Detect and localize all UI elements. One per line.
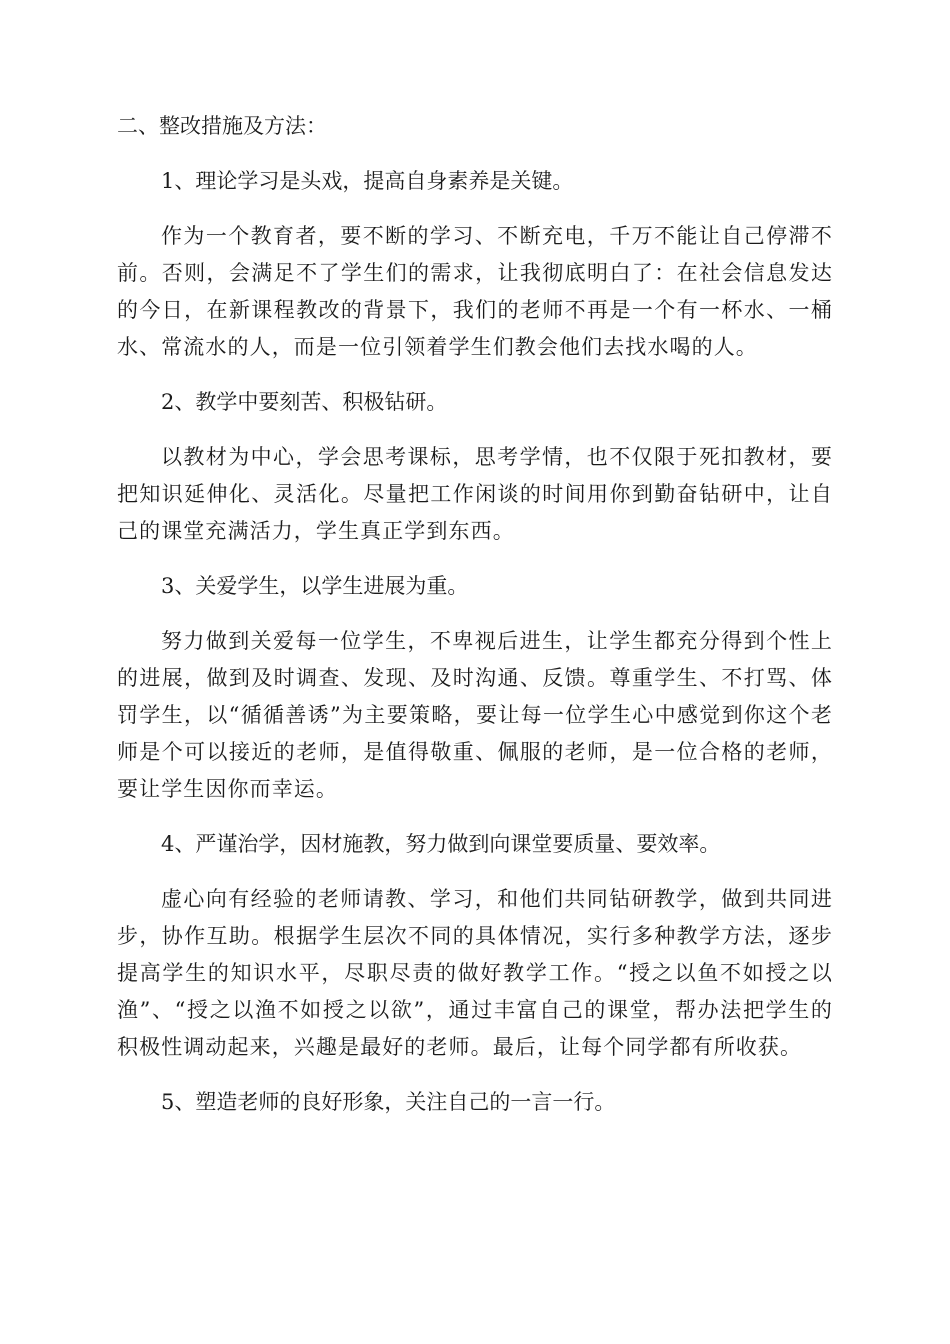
item-2-title: 2、教学中要刻苦、积极钻研。 bbox=[161, 390, 448, 414]
item-1-title: 1、理论学习是头戏，提高自身素养是关键。 bbox=[161, 169, 574, 193]
item-5-title: 5、塑造老师的良好形象，关注自己的一言一行。 bbox=[161, 1090, 616, 1114]
section-heading: 二、整改措施及方法： bbox=[117, 114, 327, 138]
item-1-paragraph: 作为一个教育者，要不断的学习、不断充电，千万不能让自己停滞不前。否则，会满足不了学生们的需求，让我彻底明白了：在社会信息发达的今日，在新课程教改的背景下，我们的老师不再是一个有一杯水、一桶水、常流水的人，而是一位引领着学生们教会他们去找水喝的人。 bbox=[117, 224, 833, 359]
item-3-paragraph: 努力做到关爱每一位学生，不卑视后进生，让学生都充分得到个性上的进展，做到及时调查、发现、及时沟通、反馈。尊重学生、不打骂、体罚学生，以“循循善诱”为主要策略，要让每一位学生心中感觉到你这个老师是个可以接近的老师，是值得敬重、佩服的老师，是一位合格的老师，要让学生因你而幸运。 bbox=[117, 629, 833, 801]
item-4-paragraph: 虚心向有经验的老师请教、学习，和他们共同钻研教学，做到共同进步，协作互助。根据学生层次不同的具体情况，实行多种教学方法，逐步提高学生的知识水平，尽职尽责的做好教学工作。“授之以鱼不如授之以渔”、“授之以渔不如授之以欲”，通过丰富自己的课堂，帮办法把学生的积极性调动起来，兴趣是最好的老师。最后，让每个同学都有所收获。 bbox=[117, 887, 833, 1059]
item-2-paragraph: 以教材为中心，学会思考课标，思考学情，也不仅限于死扣教材，要把知识延伸化、灵活化。尽量把工作闲谈的时间用你到勤奋钻研中，让自己的课堂充满活力，学生真正学到东西。 bbox=[117, 445, 833, 543]
document-body bbox=[117, 108, 833, 1139]
item-4-title: 4、严谨治学，因材施教，努力做到向课堂要质量、要效率。 bbox=[161, 832, 721, 856]
item-3-title: 3、关爱学生，以学生进展为重。 bbox=[161, 574, 469, 598]
